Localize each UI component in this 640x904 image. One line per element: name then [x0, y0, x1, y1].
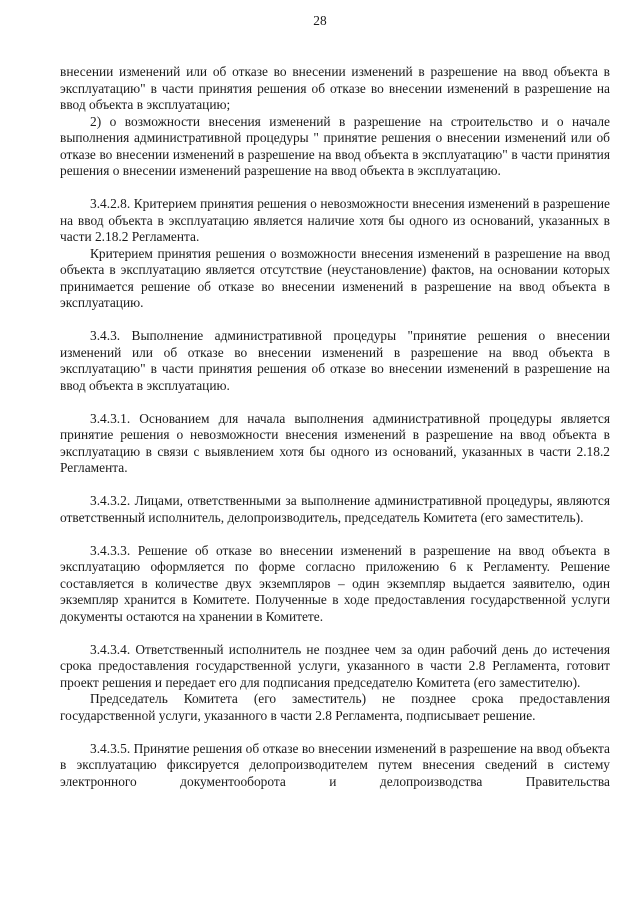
page-number: 28	[313, 13, 327, 28]
paragraph-criterion-possibility: Критерием принятия решения о возможности внесения изменений в разрешение на ввод объекта в эксплуатацию является отсутствие (неустановление) фактов, на основании которых принимается решение об отказе во внесении изменений в разрешение на ввод объекта в эксплуатацию.	[60, 245, 610, 310]
paragraph-3-4-3-3: 3.4.3.3. Решение об отказе во внесении изменений в разрешение на ввод объекта в эксплуатацию оформляется по форме согласно приложению 6 к Регламенту. Решение составляется в количестве двух экземпляров – один экземпляр выдается заявителю, один экземпляр хранится в Комитете. Полученные в ходе предоставления государственной услуги документы остаются на хранении в Комитете.	[60, 542, 610, 624]
paragraph-item-2: 2) о возможности внесения изменений в разрешение на строительство и о начале выполнения административной процедуры " принятие решения о внесении изменений или об отказе во внесении изменений в разрешение на ввод объекта в эксплуатацию" в части принятия решения о внесении изменений разрешение на ввод объекта в эксплуатацию.	[60, 113, 610, 178]
paragraph-3-4-3-1: 3.4.3.1. Основанием для начала выполнения административной процедуры является принятие решения о невозможности внесения изменений в разрешение на ввод объекта в эксплуатацию в связи с выявлением хотя бы одного из оснований, указанных в части 2.18.2 Регламента.	[60, 410, 610, 475]
document-body	[60, 64, 610, 790]
paragraph-3-4-3-2: 3.4.3.2. Лицами, ответственными за выполнение административной процедуры, являются ответственный исполнитель, делопроизводитель, председатель Комитета (его заместитель).	[60, 493, 610, 525]
paragraph-3-4-3: 3.4.3. Выполнение административной процедуры "принятие решения о внесении изменений или об отказе во внесении изменений в разрешение на ввод объекта в эксплуатацию" в части принятия решения об отказе во внесении изменений в разрешение на ввод объекта в эксплуатацию.	[60, 328, 610, 393]
paragraph-3-4-3-4: 3.4.3.4. Ответственный исполнитель не позднее чем за один рабочий день до истечения срока предоставления государственной услуги, указанного в части 2.8 Регламента, готовит проект решения и передает его для подписания председателю Комитета (его заместителю).	[60, 641, 610, 690]
paragraph-chairman-signs: Председатель Комитета (его заместитель) не позднее срока предоставления государственной услуги, указанного в части 2.8 Регламента, подписывает решение.	[60, 691, 610, 723]
paragraph-3-4-2-8: 3.4.2.8. Критерием принятия решения о невозможности внесения изменений в разрешение на ввод объекта в эксплуатацию является наличие хотя бы одного из оснований, указанных в части 2.18.2 Регламента.	[60, 196, 610, 244]
paragraph-3-4-3-5: 3.4.3.5. Принятие решения об отказе во внесении изменений в разрешение на ввод объекта в эксплуатацию фиксируется делопроизводителем путем внесения сведений в систему электронного документооборота и делопроизводства Правительства	[60, 740, 610, 789]
paragraph-continuation: внесении изменений или об отказе во внесении изменений в разрешение на ввод объекта в эксплуатацию" в части принятия решения об отказе во внесении изменений в разрешение на ввод объекта в эксплуатацию;	[60, 64, 610, 112]
